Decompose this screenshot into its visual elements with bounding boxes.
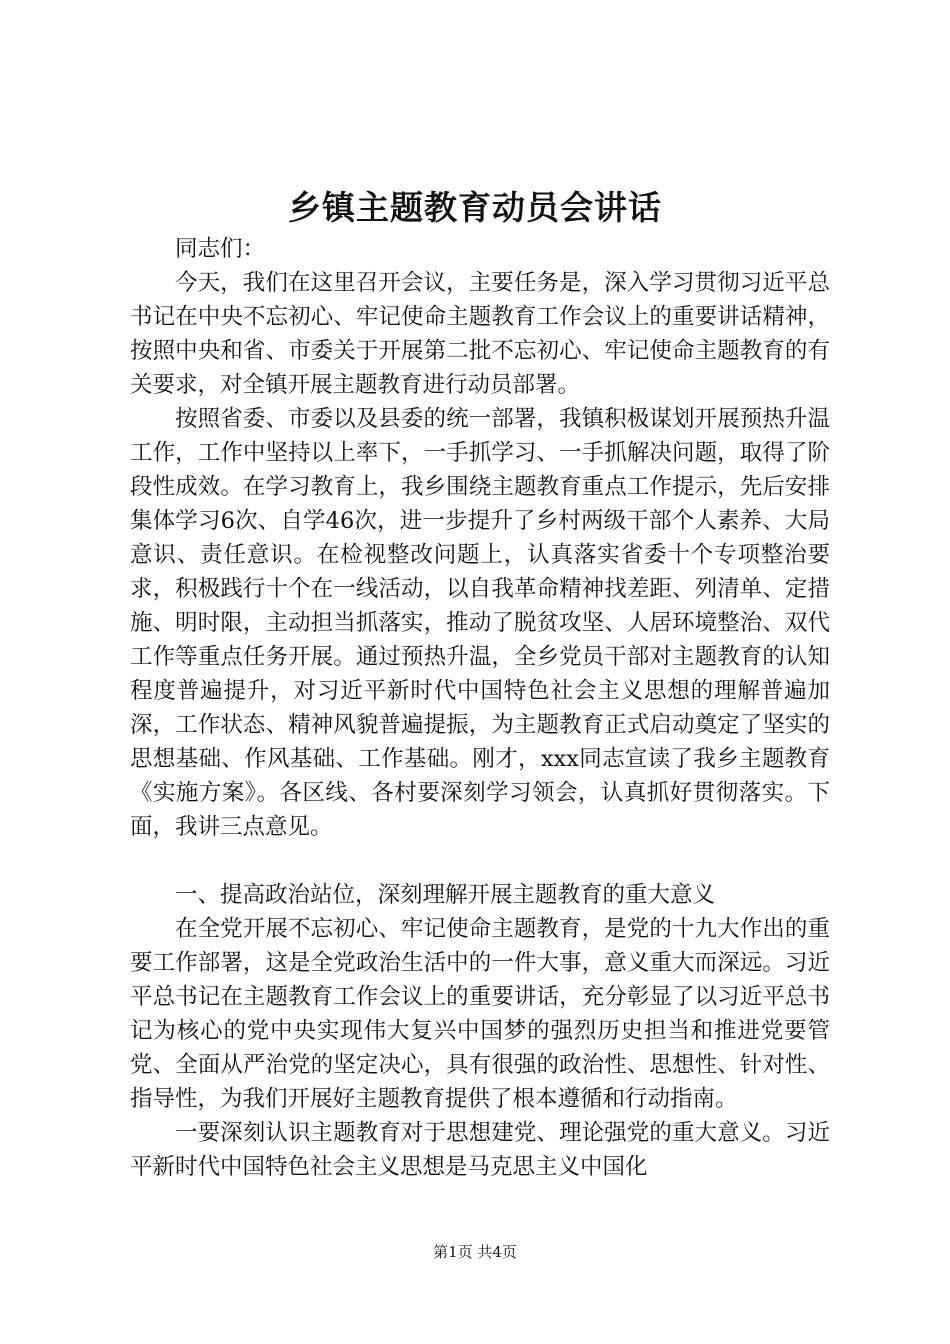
page-number: 第1页 共4页 xyxy=(433,1243,517,1261)
paragraph: 在全党开展不忘初心、牢记使命主题教育，是党的十九大作出的重要工作部署，这是全党政治生活中的一件大事，意义重大而深远。习近平总书记在主题教育工作会议上的重要讲话，充分彰显了以习近平总书记为核心的党中央实现伟大复兴中国梦的强烈历史担当和推进党要管党、全面从严治党的坚定决心，具有很强的政治性、思想性、针对性、指导性，为我们开展好主题教育提供了根本遵循和行动指南。 xyxy=(130,916,830,1112)
salutation: 同志们： xyxy=(175,236,266,262)
document-body xyxy=(130,232,830,1184)
section-heading: 一、提高政治站位，深刻理解开展主题教育的重大意义 xyxy=(175,882,716,908)
paragraph: 今天，我们在这里召开会议，主要任务是，深入学习贯彻习近平总书记在中央不忘初心、牢记使命主题教育工作会议上的重要讲话精神，按照中央和省、市委关于开展第二批不忘初心、牢记使命主题教育的有关要求，对全镇开展主题教育进行动员部署。 xyxy=(130,270,830,398)
paragraph: 按照省委、市委以及县委的统一部署，我镇积极谋划开展预热升温工作，工作中坚持以上率下，一手抓学习、一手抓解决问题，取得了阶段性成效。在学习教育上，我乡围绕主题教育重点工作提示，先后安排集体学习6次、自学46次，进一步提升了乡村两级干部个人素养、大局意识、责任意识。在检视整改问题上，认真落实省委十个专项整治要求，积极践行十个在一线活动，以自我革命精神找差距、列清单、定措施、明时限，主动担当抓落实，推动了脱贫攻坚、人居环境整治、双代工作等重点任务开展。通过预热升温，全乡党员干部对主题教育的认知程度普遍提升，对习近平新时代中国特色社会主义思想的理解普遍加深，工作状态、精神风貌普遍提振，为主题教育正式启动奠定了坚实的思想基础、作风基础、工作基础。刚才，xxx同志宣读了我乡主题教育《实施方案》。各区线、各村要深刻学习领会，认真抓好贯彻落实。下面，我讲三点意见。 xyxy=(130,406,830,840)
document-title: 乡镇主题教育动员会讲话 xyxy=(288,188,662,227)
paragraph: 一要深刻认识主题教育对于思想建党、理论强党的重大意义。习近平新时代中国特色社会主义思想是马克思主义中国化 xyxy=(130,1120,830,1180)
